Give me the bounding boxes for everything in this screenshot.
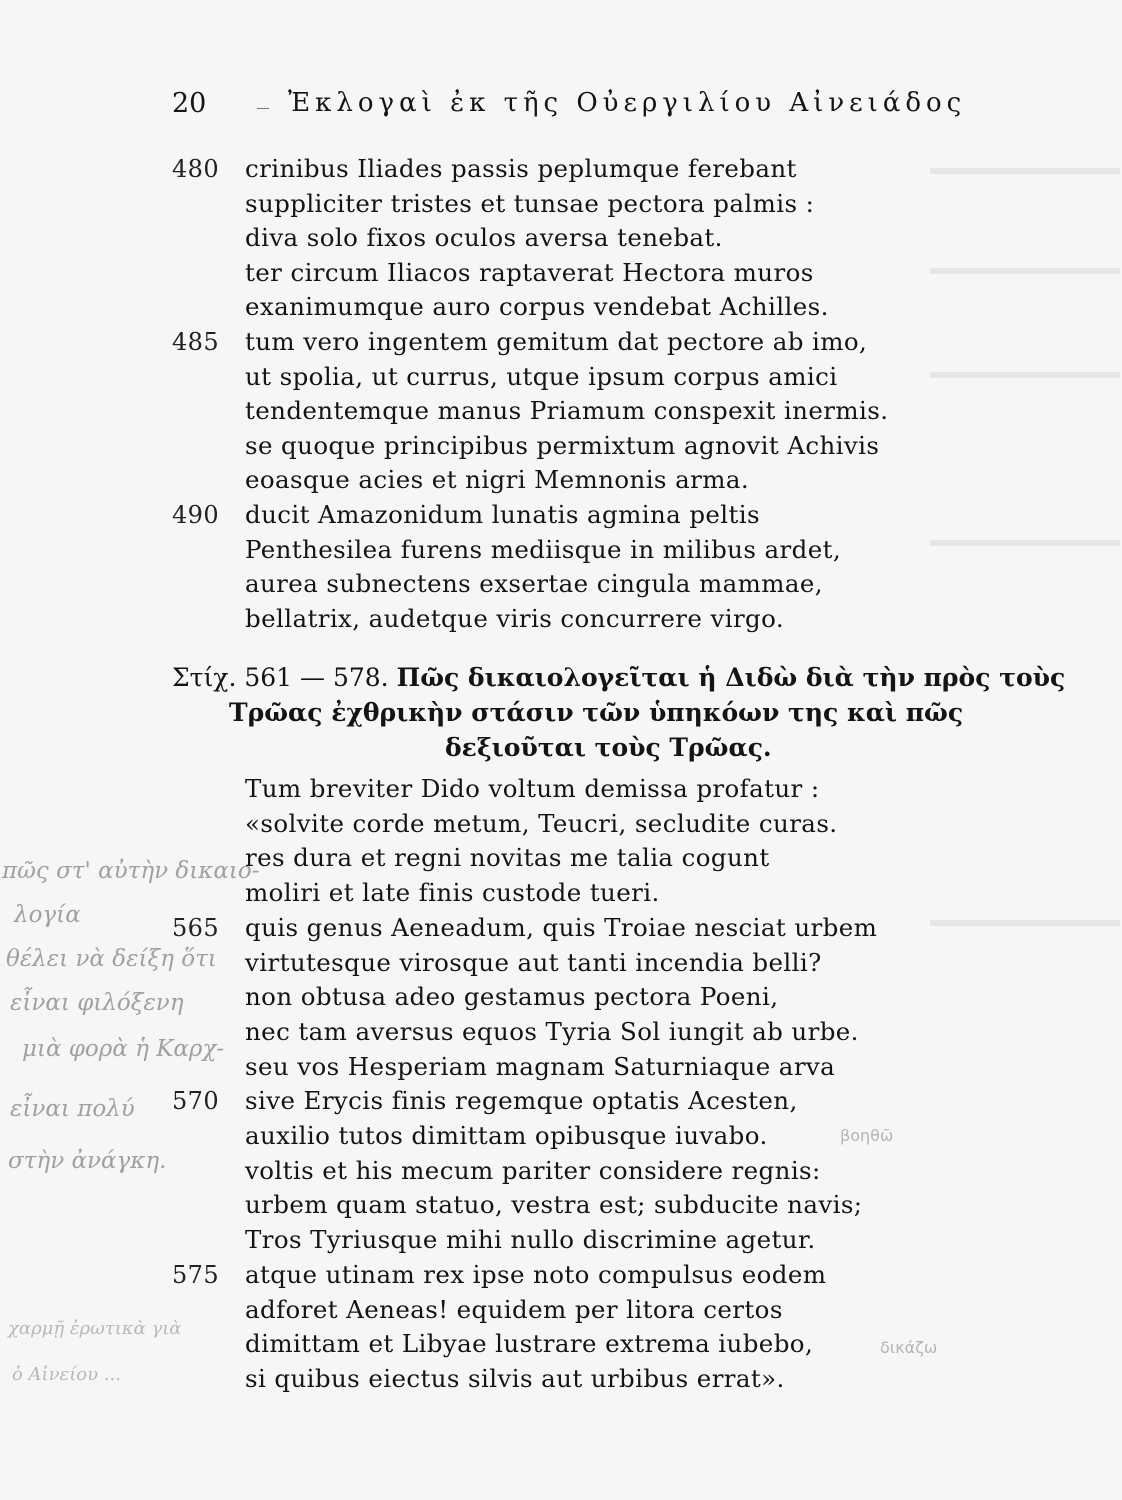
verse-text: exanimumque auro corpus vendebat Achilles. — [245, 292, 829, 322]
section-heading-prefix: Στίχ. 561 — 578. — [172, 663, 389, 692]
verse-text: atque utinam rex ipse noto compulsus eodem — [245, 1259, 827, 1289]
section-heading-line3 — [445, 730, 772, 765]
verse-text: non obtusa adeo gestamus pectora Poeni, — [245, 982, 779, 1012]
verse-text: suppliciter tristes et tunsae pectora palmis : — [245, 188, 815, 218]
verse-text: bellatrix, audetque viris concurrere virgo. — [245, 603, 785, 633]
margin-note: πῶς στ' αὐτὴν δικαιο- — [2, 858, 260, 884]
verse-text: sive Erycis finis regemque optatis Acesten, — [245, 1086, 798, 1116]
bleed-line — [930, 268, 1120, 274]
verse-text: virtutesque virosque aut tanti incendia belli? — [245, 947, 822, 977]
verse-text: crinibus Iliades passis peplumque ferebant — [245, 154, 797, 183]
verse-number: 575 — [172, 1260, 220, 1289]
page-number: 20 — [172, 88, 207, 119]
verse-number: 565 — [172, 913, 220, 942]
margin-note: στὴν ἀνάγκη. — [8, 1148, 167, 1174]
verse-text: aurea subnectens exsertae cingula mammae, — [245, 569, 823, 599]
verse-text: urbem quam statuo, vestra est; subducite navis; — [245, 1190, 863, 1220]
verse-text: «solvite corde metum, Teucri, secludite curas. — [245, 808, 838, 838]
verse-text: nec tam aversus equos Tyria Sol iungit ab urbe. — [245, 1016, 859, 1046]
section-heading-text2: Τρῶας ἐχθρικὴν στάσιν τῶν ὑπηκόων της καὶ πῶς — [229, 698, 964, 727]
verse-text: res dura et regni novitas me talia cogunt — [245, 843, 770, 873]
verse-text: moliri et late finis custode tueri. — [245, 878, 660, 908]
verse-number: 570 — [172, 1087, 220, 1116]
section-heading-line2 — [229, 695, 963, 730]
verse-number: 485 — [172, 328, 220, 356]
verse-text: dimittam et Libyae lustrare extrema iubebo, — [245, 1329, 814, 1359]
verse-text: tum vero ingentem gemitum dat pectore ab imo, — [245, 327, 868, 356]
verse-number: 490 — [172, 501, 220, 529]
page-header — [0, 88, 1122, 128]
verse-text: ducit Amazonidum lunatis agmina peltis — [245, 500, 760, 529]
verse-text: eoasque acies et nigri Memnonis arma. — [245, 465, 750, 495]
verse-text: si quibus eiectus silvis aut urbibus errat». — [245, 1363, 785, 1393]
verse-text: ter circum Iliacos raptaverat Hectora muros — [245, 257, 814, 287]
verse-text: diva solo fixos oculos aversa tenebat. — [245, 223, 723, 253]
margin-note: μιὰ φορὰ ἡ Καρχ- — [22, 1036, 225, 1062]
section-heading-text1: Πῶς δικαιολογεῖται ἡ Διδὼ διὰ τὴν πρὸς τοὺς — [396, 663, 1066, 692]
bleed-line — [930, 372, 1120, 378]
pencil-note: βοηθῶ — [840, 1126, 894, 1145]
verse-text: voltis et his mecum pariter considere regnis: — [245, 1155, 821, 1185]
running-title: Ἐκλογαὶ ἐκ τῆς Οὐεργιλίου Αἰνειάδος — [288, 88, 967, 118]
verse-text: Penthesilea furens mediisque in milibus ardet, — [245, 534, 842, 564]
bleed-line — [930, 168, 1120, 174]
verse-number: 480 — [172, 155, 220, 183]
pencil-note: δικάζω — [880, 1338, 938, 1357]
verse-text: se quoque principibus permixtum agnovit Achivis — [245, 430, 880, 460]
verse-text: quis genus Aeneadum, quis Troiae nesciat urbem — [245, 912, 878, 942]
margin-note: θέλει νὰ δείξη ὅτι — [6, 946, 217, 972]
verse-text: Tum breviter Dido voltum demissa profatur : — [245, 774, 820, 803]
section-heading-text3: δεξιοῦται τοὺς Τρῶας. — [445, 733, 772, 762]
verse-text: tendentemque manus Priamum conspexit inermis. — [245, 396, 889, 426]
margin-note: λογία — [14, 902, 81, 928]
section-heading-line1 — [172, 660, 1065, 695]
margin-note: χαρμῇ ἐρωτικὰ γιὰ — [8, 1318, 182, 1339]
verse-text: adforet Aeneas! equidem per litora certos — [245, 1294, 783, 1324]
margin-note: εἶναι φιλόξενη — [10, 990, 184, 1016]
margin-note: ὁ Αἰνείου ... — [12, 1364, 121, 1385]
verse-text: auxilio tutos dimittam opibusque iuvabo. — [245, 1121, 768, 1150]
header-dash — [257, 108, 269, 109]
verse-text: Tros Tyriusque mihi nullo discrimine agetur. — [245, 1225, 816, 1255]
verse-text: seu vos Hesperiam magnam Saturniaque arva — [245, 1051, 836, 1081]
bleed-line — [930, 540, 1120, 546]
margin-note: εἶναι πολύ — [10, 1096, 135, 1122]
bleed-line — [930, 920, 1120, 926]
verse-text: ut spolia, ut currus, utque ipsum corpus amici — [245, 361, 838, 391]
